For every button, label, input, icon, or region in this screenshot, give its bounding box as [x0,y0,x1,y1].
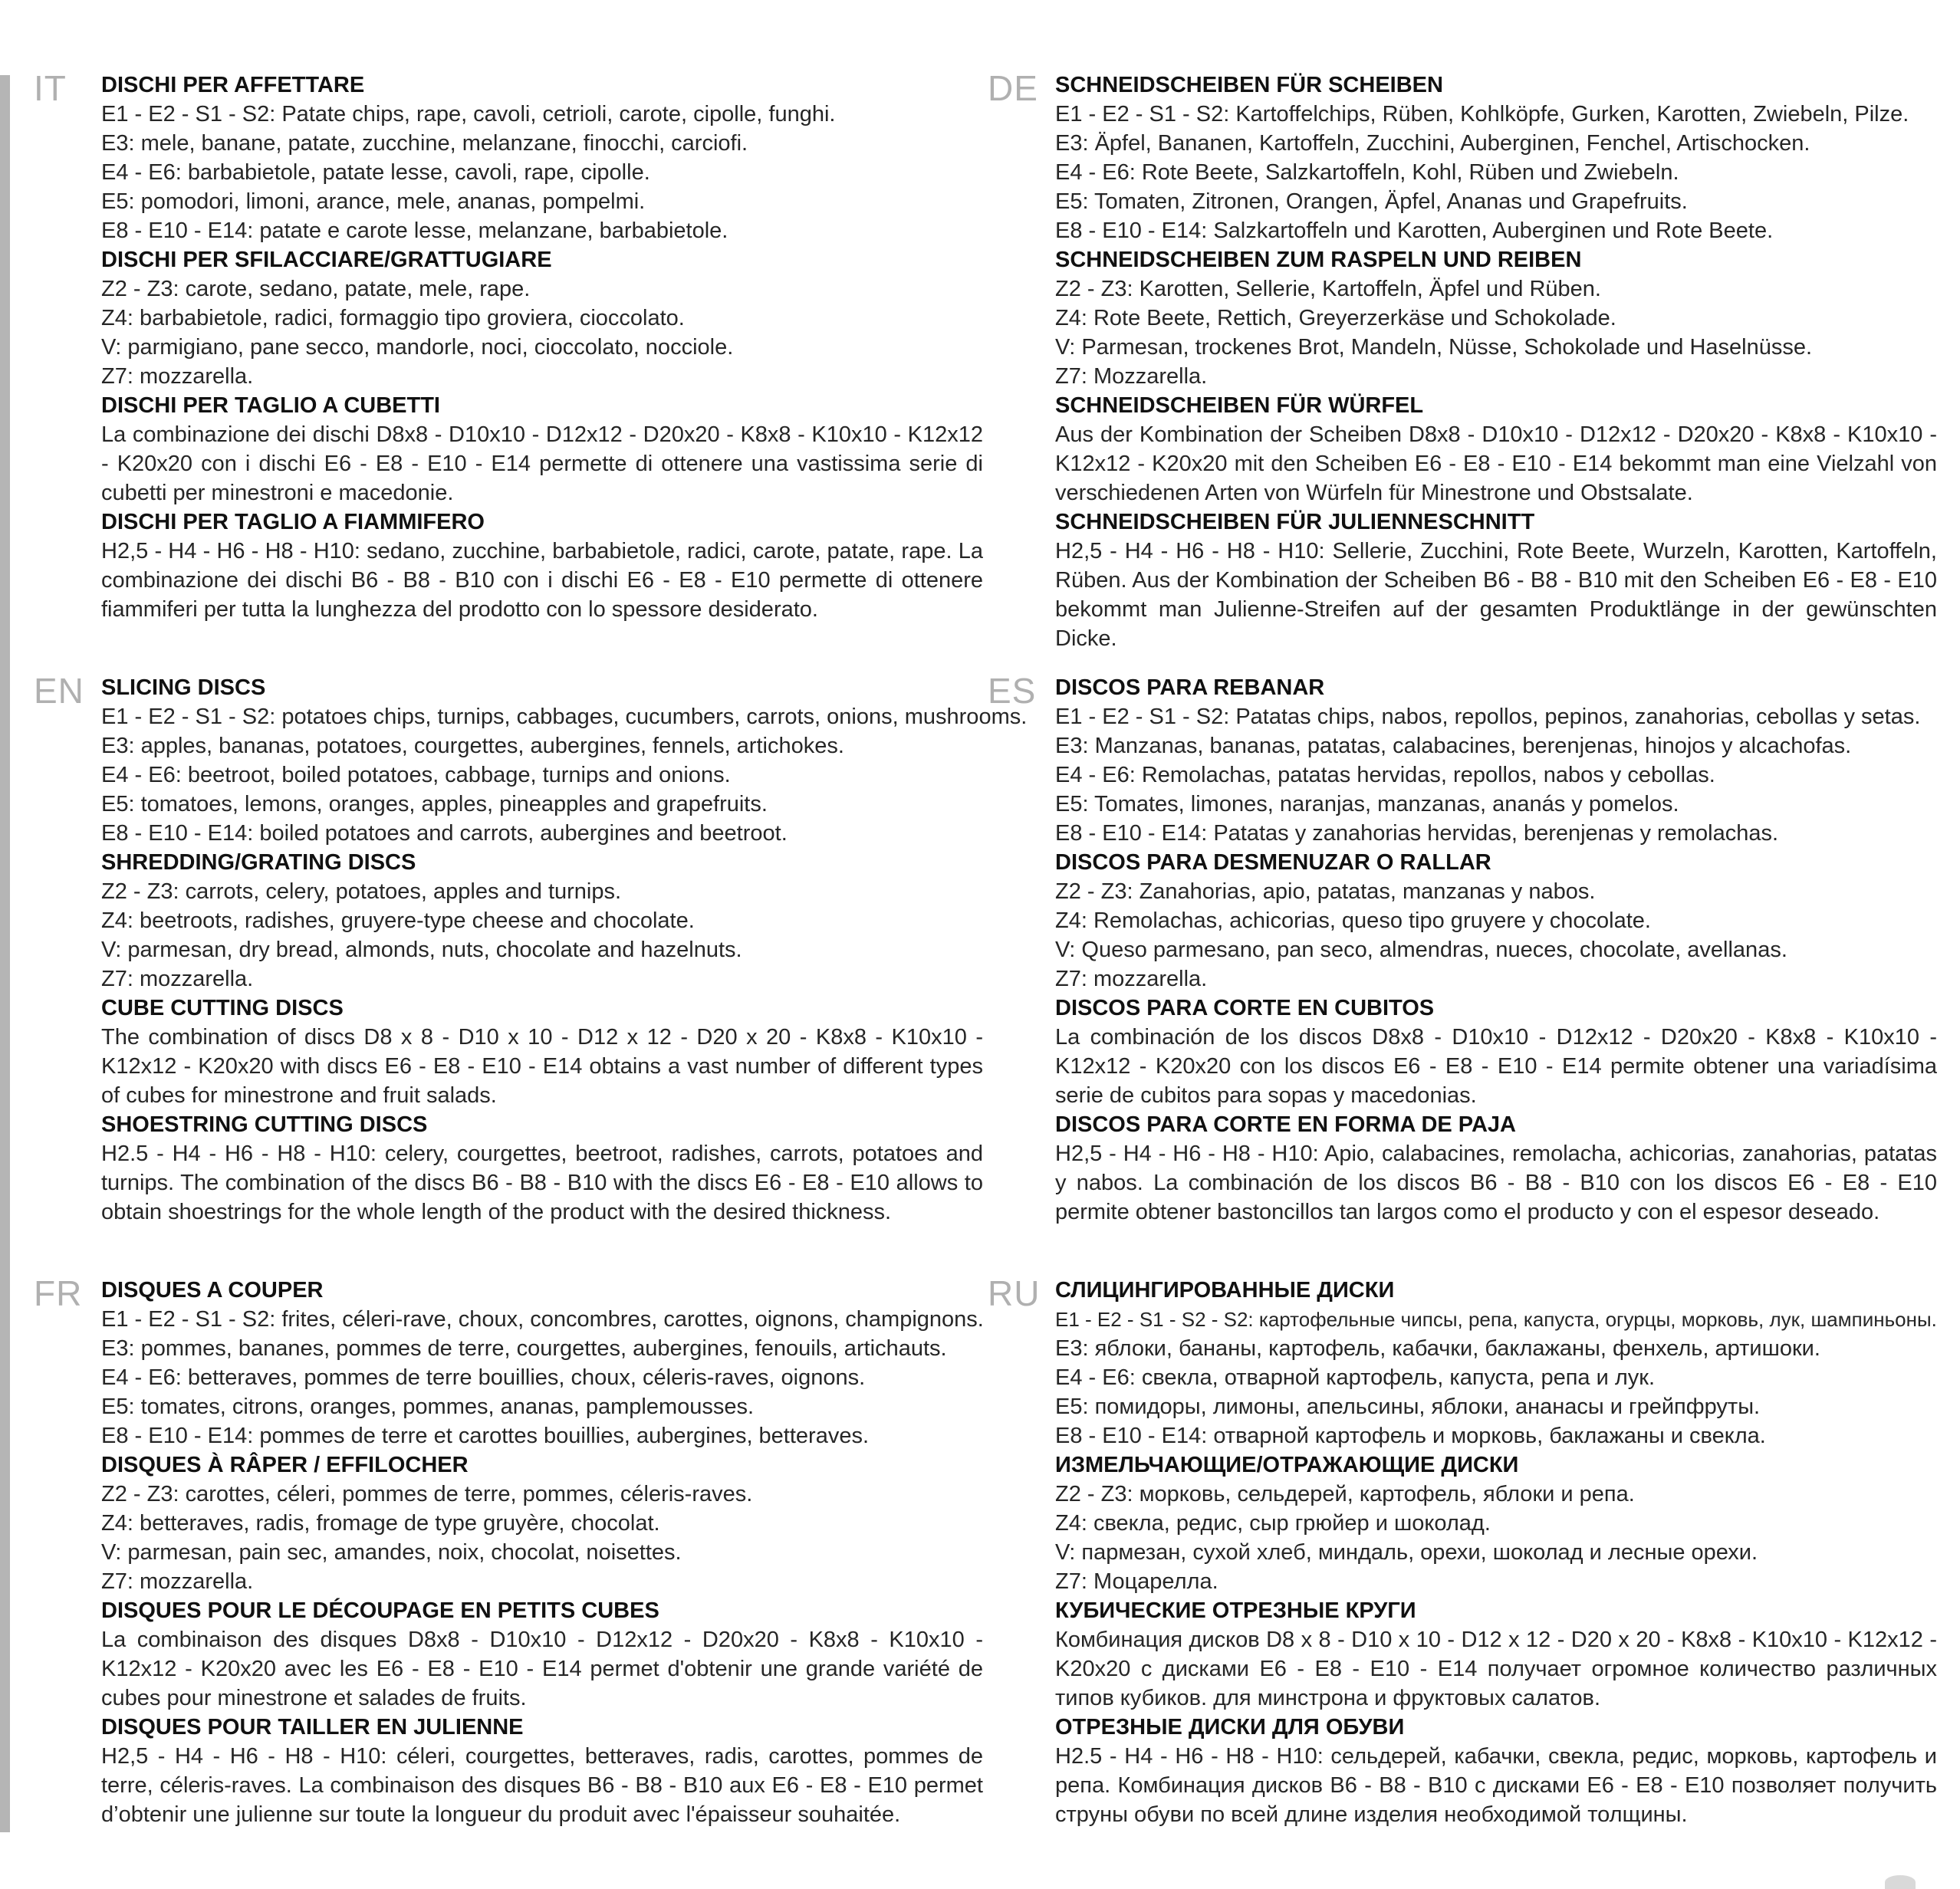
text-line: E5: tomatoes, lemons, oranges, apples, pineapples and grapefruits. [101,792,768,816]
text-line: E8 - E10 - E14: Salzkartoffeln und Karotten, Auberginen und Rote Beete. [1055,218,1774,243]
text-line: Z2 - Z3: Zanahorias, apio, patatas, manzanas y nabos. [1055,879,1596,904]
lang-code: ES [988,671,1037,711]
text-line: E4 - E6: Remolachas, patatas hervidas, repollos, nabos y cebollas. [1055,763,1715,787]
block-en [34,671,1028,1227]
block-it [34,68,983,624]
text-line: V: Parmesan, trockenes Brot, Mandeln, Nüsse, Schokolade und Haselnüsse. [1055,335,1813,360]
block-fr [34,1273,984,1829]
section-title: DISQUES POUR LE DÉCOUPAGE EN PETITS CUBES [101,1598,659,1623]
section-title: DISQUES A COUPER [101,1278,324,1303]
section-title: CUBE CUTTING DISCS [101,996,344,1020]
text-line: Z2 - Z3: Karotten, Sellerie, Kartoffeln, Äpfel und Rüben. [1055,277,1601,301]
text-line: E1 - E2 - S1 - S2: Kartoffelchips, Rüben, Kohlköpfe, Gurken, Karotten, Zwiebeln, Pilze. [1055,102,1909,126]
text-line: V: пармезан, сухой хлеб, миндаль, орехи, шоколад и лесные орехи. [1055,1540,1758,1565]
text-line: E5: помидоры, лимоны, апельсины, яблоки, ананасы и грейпфруты. [1055,1395,1761,1419]
text-paragraph: H2,5 - H4 - H6 - H8 - H10: Apio, calabacines, remolacha, achicorias, zanahorias, patatas y nabos. La combinación de los discos B6 - B8 - B10 con los discos E6 - E8 - E10 permite obtener bastoncillos tan largos como el producto y con el espesor deseado. [1055,1142,1937,1224]
block-de [988,68,1937,653]
text-line: E4 - E6: barbabietole, patate lesse, cavoli, rape, cipolle. [101,160,650,185]
text-line: Z4: Rote Beete, Rettich, Greyerzerkäse und Schokolade. [1055,306,1616,330]
section-title: DISCOS PARA DESMENUZAR O RALLAR [1055,850,1491,875]
text-line: Z7: mozzarella. [101,967,254,991]
text-line: E1 - E2 - S1 - S2 - S2: картофельные чипсы, репа, капуста, огурцы, морковь, лук, шампиньоны. [1055,1308,1937,1331]
section-title: DISCHI PER TAGLIO A CUBETTI [101,393,440,418]
lang-code: RU [988,1273,1041,1313]
text-line: E3: mele, banane, patate, zucchine, melanzane, finocchi, carciofi. [101,131,748,156]
text-paragraph: La combinaison des disques D8x8 - D10x10 - D12x12 - D20x20 - K8x8 - K10x10 - K12x12 - K20x20 avec les E6 - E8 - E10 - E14 permet d'obtenir une grande variété de cubes pour minestrone et salades de fruits. [101,1628,983,1710]
section-title: SLICING DISCS [101,675,266,700]
text-line: V: parmesan, pain sec, amandes, noix, chocolat, noisettes. [101,1540,682,1565]
text-paragraph: The combination of discs D8 x 8 - D10 x 10 - D12 x 12 - D20 x 20 - K8x8 - K10x10 - K12x12 - K20x20 with discs E6 - E8 - E10 - E14 obtains a vast number of different types of cubes for minestrone and fruit salads. [101,1025,983,1108]
text-line: E5: Tomates, limones, naranjas, manzanas, ananás y pomelos. [1055,792,1679,816]
text-line: E4 - E6: betteraves, pommes de terre bouillies, choux, céleris-raves, oignons. [101,1365,866,1390]
text-line: Z7: mozzarella. [101,364,254,389]
section-title: DISCHI PER AFFETTARE [101,73,365,97]
text-line: E8 - E10 - E14: отварной картофель и морковь, баклажаны и свекла. [1055,1424,1766,1448]
text-line: Z4: betteraves, radis, fromage de type gruyère, chocolat. [101,1511,660,1536]
text-line: Z2 - Z3: carote, sedano, patate, mele, rape. [101,277,531,301]
section-title: SCHNEIDSCHEIBEN FÜR WÜRFEL [1055,393,1424,418]
section-title: КУБИЧЕСКИЕ ОТРЕЗНЫЕ КРУГИ [1055,1598,1416,1623]
text-line: E3: яблоки, бананы, картофель, кабачки, баклажаны, фенхель, артишоки. [1055,1336,1820,1361]
text-line: Z7: mozzarella. [1055,967,1208,991]
section-title: DISQUES À RÂPER / EFFILOCHER [101,1453,469,1477]
text-paragraph: H2,5 - H4 - H6 - H8 - H10: sedano, zucchine, barbabietole, radici, carote, patate, rape. La combinazione dei dischi B6 - B8 - B10 con i dischi E6 - E8 - E10 permette di ottenere fiammiferi per tutta la lunghezza del prodotto con lo spessore desiderato. [101,539,983,622]
text-line: Z4: beetroots, radishes, gruyere-type cheese and chocolate. [101,908,695,933]
text-line: E1 - E2 - S1 - S2: Patate chips, rape, cavoli, cetrioli, carote, cipolle, funghi. [101,102,836,126]
text-line: Z2 - Z3: carottes, céleri, pommes de terre, pommes, céleris-raves. [101,1482,753,1506]
text-line: Z4: barbabietole, radici, formaggio tipo groviera, cioccolato. [101,306,685,330]
lang-code: DE [988,68,1038,108]
section-title: SCHNEIDSCHEIBEN FÜR SCHEIBEN [1055,73,1443,97]
section-title: SHREDDING/GRATING DISCS [101,850,416,875]
section-title: DISCOS PARA REBANAR [1055,675,1325,700]
section-title: ОТРЕЗНЫЕ ДИСКИ ДЛЯ ОБУВИ [1055,1715,1405,1740]
text-line: E1 - E2 - S1 - S2: frites, céleri-rave, choux, concombres, carottes, oignons, champignons. [101,1307,984,1332]
text-paragraph: La combinación de los discos D8x8 - D10x10 - D12x12 - D20x20 - K8x8 - K10x10 - K12x12 - K20x20 con los discos E6 - E8 - E10 - E14 permite obtener una variadísima serie de cubitos para sopas y macedonias. [1055,1025,1937,1108]
text-paragraph: Комбинация дисков D8 x 8 - D10 x 10 - D12 x 12 - D20 x 20 - K8x8 - K10x10 - K12x12 - K20x20 с дисками E6 - E8 - E10 - E14 получает огромное количество различных типов кубиков. для минстрона и фруктовых салатов. [1055,1628,1937,1710]
text-line: Z7: Mozzarella. [1055,364,1208,389]
text-line: E8 - E10 - E14: pommes de terre et carottes bouillies, aubergines, betteraves. [101,1424,870,1448]
text-line: E5: tomates, citrons, oranges, pommes, ananas, pamplemousses. [101,1395,755,1419]
block-ru [988,1273,1937,1829]
text-paragraph: H2.5 - H4 - H6 - H8 - H10: сельдерей, кабачки, свекла, редис, морковь, картофель и репа. Комбинация дисков B6 - B8 - B10 с дисками E6 - E8 - E10 позволяет получить струны обуви по всей длине изделия необходимой толщины. [1055,1744,1937,1827]
text-line: V: parmesan, dry bread, almonds, nuts, chocolate and hazelnuts. [101,938,742,962]
text-line: E4 - E6: свекла, отварной картофель, капуста, репа и лук. [1055,1365,1656,1390]
text-paragraph: H2,5 - H4 - H6 - H8 - H10: Sellerie, Zucchini, Rote Beete, Wurzeln, Karotten, Kartoffeln, Rüben. Aus der Kombination der Scheiben B6 - B8 - B10 mit den Scheiben E6 - E8 - E10 bekommt man Julienne-Streifen auf der gesamten Produktlänge in der gewünschten Dicke. [1055,539,1937,651]
lang-code: FR [34,1273,83,1313]
section-title: SCHNEIDSCHEIBEN ZUM RASPELN UND REIBEN [1055,248,1582,272]
text-line: E8 - E10 - E14: boiled potatoes and carrots, aubergines and beetroot. [101,821,788,846]
text-paragraph: La combinazione dei dischi D8x8 - D10x10 - D12x12 - D20x20 - K8x8 - K10x10 - K12x12 - K20x20 con i dischi E6 - E8 - E10 - E14 permette di ottenere una vastissima serie di cubetti per minestroni e macedonie. [101,422,983,505]
text-line: E4 - E6: Rote Beete, Salzkartoffeln, Kohl, Rüben und Zwiebeln. [1055,160,1679,185]
block-es [988,671,1937,1227]
text-line: Z7: mozzarella. [101,1569,254,1594]
text-line: V: parmigiano, pane secco, mandorle, noci, cioccolato, nocciole. [101,335,734,360]
section-title: ИЗМЕЛЬЧАЮЩИЕ/ОТРАЖАЮЩИЕ ДИСКИ [1055,1453,1519,1477]
text-paragraph: H2.5 - H4 - H6 - H8 - H10: celery, courgettes, beetroot, radishes, carrots, potatoes and turnips. The combination of the discs B6 - B8 - B10 with the discs E6 - E8 - E10 allows to obtain shoestrings for the whole length of the product with the desired thickness. [101,1142,983,1224]
text-line: Z2 - Z3: морковь, сельдерей, картофель, яблоки и репа. [1055,1482,1635,1506]
text-line: E8 - E10 - E14: Patatas y zanahorias hervidas, berenjenas y remolachas. [1055,821,1779,846]
text-line: Z4: Remolachas, achicorias, queso tipo gruyere y chocolate. [1055,908,1651,933]
text-line: E3: Manzanas, bananas, patatas, calabacines, berenjenas, hinojos y alcachofas. [1055,734,1852,758]
text-line: Z2 - Z3: carrots, celery, potatoes, apples and turnips. [101,879,622,904]
section-title: DISCHI PER TAGLIO A FIAMMIFERO [101,510,485,534]
text-line: E8 - E10 - E14: patate e carote lesse, melanzane, barbabietole. [101,218,728,243]
corner-decoration [1885,1875,1916,1889]
side-accent-bar [0,75,10,1832]
text-paragraph: H2,5 - H4 - H6 - H8 - H10: céleri, courgettes, betteraves, radis, carottes, pommes de terre, céleris-raves. La combinaison des disques B6 - B8 - B10 aux E6 - E8 - E10 permet d’obtenir une julienne sur toute la longueur du produit avec l'épaisseur souhaitée. [101,1744,983,1827]
text-line: V: Queso parmesano, pan seco, almendras, nueces, chocolate, avellanas. [1055,938,1787,962]
text-paragraph: Aus der Kombination der Scheiben D8x8 - D10x10 - D12x12 - D20x20 - K8x8 - K10x10 - K12x12 - K20x20 mit den Scheiben E6 - E8 - E10 - E14 bekommt man eine Vielzahl von verschiedenen Arten von Würfeln für Minestrone und Obstsalate. [1055,422,1937,505]
text-line: E3: Äpfel, Bananen, Kartoffeln, Zucchini, Auberginen, Fenchel, Artischocken. [1055,131,1810,156]
lang-code: IT [34,68,67,108]
text-line: E1 - E2 - S1 - S2: potatoes chips, turnips, cabbages, cucumbers, carrots, onions, mushrooms. [101,705,1028,729]
section-title: DISQUES POUR TAILLER EN JULIENNE [101,1715,524,1740]
text-line: E1 - E2 - S1 - S2: Patatas chips, nabos, repollos, pepinos, zanahorias, cebollas y setas. [1055,705,1921,729]
section-title: СЛИЦИНГИРОВАННЫЕ ДИСКИ [1055,1278,1395,1303]
text-line: E3: pommes, bananes, pommes de terre, courgettes, aubergines, fenouils, artichauts. [101,1336,947,1361]
text-line: E3: apples, bananas, potatoes, courgettes, aubergines, fennels, artichokes. [101,734,844,758]
section-title: SHOESTRING CUTTING DISCS [101,1112,428,1137]
section-title: DISCOS PARA CORTE EN CUBITOS [1055,996,1435,1020]
lang-code: EN [34,671,84,711]
section-title: SCHNEIDSCHEIBEN FÜR JULIENNESCHNITT [1055,510,1535,534]
section-title: DISCOS PARA CORTE EN FORMA DE PAJA [1055,1112,1516,1137]
text-line: E5: Tomaten, Zitronen, Orangen, Äpfel, Ananas und Grapefruits. [1055,189,1688,214]
text-line: E4 - E6: beetroot, boiled potatoes, cabbage, turnips and onions. [101,763,731,787]
text-line: E5: pomodori, limoni, arance, mele, ananas, pompelmi. [101,189,646,214]
text-line: Z4: свекла, редис, сыр грюйер и шоколад. [1055,1511,1491,1536]
section-title: DISCHI PER SFILACCIARE/GRATTUGIARE [101,248,552,272]
text-line: Z7: Моцарелла. [1055,1569,1218,1594]
